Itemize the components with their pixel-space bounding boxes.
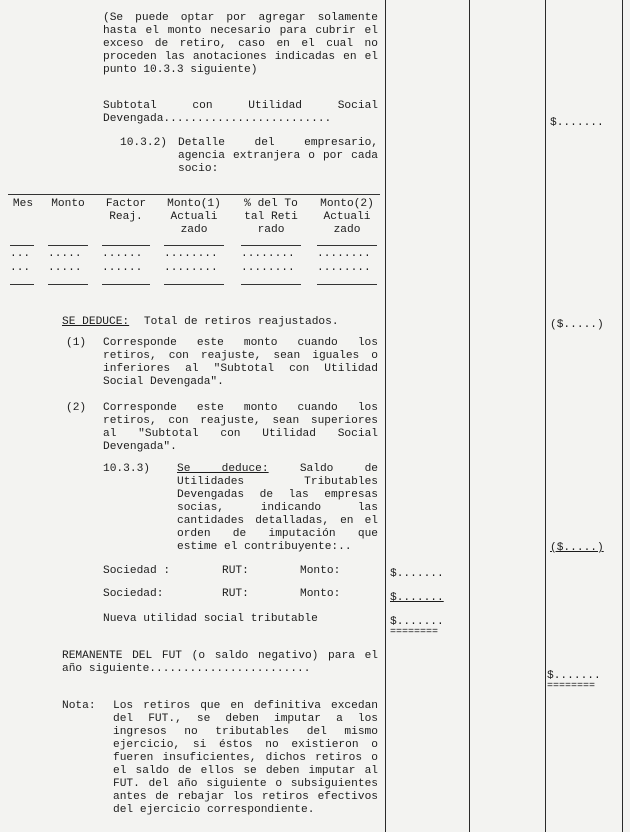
nueva-utilidad-rule: ======== (390, 627, 439, 638)
table-cell: ...... (102, 248, 143, 260)
row-rule (102, 245, 150, 246)
row-rule (241, 284, 301, 285)
table-cell: ........ (164, 262, 218, 274)
nota-label: Nota: (62, 700, 96, 712)
table-cell: ........ (317, 248, 371, 260)
note-2-text: Corresponde este monto cuando los retiros, con reajuste, sean superiores al "Subtotal con Utilidad Social Devengada". (103, 402, 378, 453)
sociedad-1-rut: RUT: (222, 565, 249, 577)
intro-note: (Se puede optar por agregar solamente hasta el monto necesario para cubrir el exceso de retiro, caso en el cual no proceden las anotaciones indicadas en el punto 10.3.3 siguiente) (103, 12, 378, 76)
se-deduce-label: SE DEDUCE: (62, 316, 130, 328)
sociedad-2-rut: RUT: (222, 588, 249, 600)
column-rule-1 (385, 0, 386, 832)
sociedad-2-monto: Monto: (300, 588, 341, 600)
table-cell: ........ (241, 262, 295, 274)
note-2-number: (2) (66, 402, 87, 414)
row-rule (48, 245, 88, 246)
page-edge-rule (622, 0, 623, 832)
table-cell: ........ (164, 248, 218, 260)
table-top-rule (8, 194, 380, 195)
header-mes: Mes (12, 198, 34, 210)
section-1033-block (177, 463, 378, 554)
table-cell: ... (10, 262, 31, 274)
row-rule (10, 245, 34, 246)
section-1032-text: Detalle del empresario, agencia extranjera o por cada socio: (178, 137, 378, 175)
table-cell: ... (10, 248, 31, 260)
table-cell: ........ (317, 262, 371, 274)
row-rule (164, 245, 224, 246)
header-factor: Factor Reaj. (105, 198, 147, 223)
sociedad-1-amount: $....... (390, 568, 444, 580)
row-rule (317, 245, 377, 246)
header-pct-total: % del To tal Reti rado (244, 198, 298, 236)
section-1033-amount: ($.....) (550, 542, 604, 554)
nueva-utilidad-amount: $....... (390, 616, 444, 628)
remanente-amount: $....... (547, 670, 601, 682)
remanente-rule: ======== (547, 681, 596, 692)
header-monto: Monto (51, 198, 85, 210)
remanente-text: REMANENTE DEL FUT (o saldo negativo) para el año siguiente........................ (62, 650, 378, 675)
column-rule-2 (469, 0, 470, 832)
table-cell: ..... (48, 248, 82, 260)
nota-text: Los retiros que en definitiva excedan del FUT., se deben imputar a los ingresos no tributables del mismo ejercicio, si éstos no existieron o fueren insuficientes, dichos retiros o el saldo de ellos se deben imputar al FUT. del año siguiente o subsiguientes antes de rebajar los retiros efectivos del ejercicio correspondiente. (113, 700, 378, 816)
sociedad-1-label: Sociedad : (103, 565, 171, 577)
column-rule-3 (545, 0, 546, 832)
table-cell: ...... (102, 262, 143, 274)
sociedad-2-amount: $....... (390, 592, 444, 604)
se-deduce-amount: ($.....) (550, 319, 604, 331)
header-monto1: Monto(1) Actuali zado (167, 198, 221, 236)
section-1033-text: Saldo de Utilidades Tributables Devengadas de las empresas socias, indicando las cantidades detalladas, en el orden de imputación que estime el contribuyente:.. (177, 463, 379, 553)
row-rule (317, 284, 377, 285)
row-rule (164, 284, 224, 285)
table-cell: ........ (241, 248, 295, 260)
subtotal-label: Subtotal con Utilidad Social Devengada......................... (103, 100, 378, 125)
note-1-number: (1) (66, 337, 87, 349)
row-rule (241, 245, 301, 246)
se-deduce-text: Total de retiros reajustados. (143, 316, 339, 328)
table-cell: ..... (48, 262, 82, 274)
row-rule (48, 284, 88, 285)
subtotal-amount: $....... (550, 117, 604, 129)
se-deduce-row (62, 316, 339, 329)
row-rule (102, 284, 150, 285)
row-rule (10, 284, 34, 285)
header-monto2: Monto(2) Actuali zado (320, 198, 374, 236)
section-1032-number: 10.3.2) (120, 137, 167, 149)
section-1033-number: 10.3.3) (103, 463, 150, 475)
sociedad-2-label: Sociedad: (103, 588, 164, 600)
nueva-utilidad-label: Nueva utilidad social tributable (103, 613, 318, 625)
note-1-text: Corresponde este monto cuando los retiros, con reajuste, sean iguales o inferiores al "Subtotal con Utilidad Social Devengada". (103, 337, 378, 388)
section-1033-label: Se deduce: (177, 463, 269, 475)
sociedad-1-monto: Monto: (300, 565, 341, 577)
